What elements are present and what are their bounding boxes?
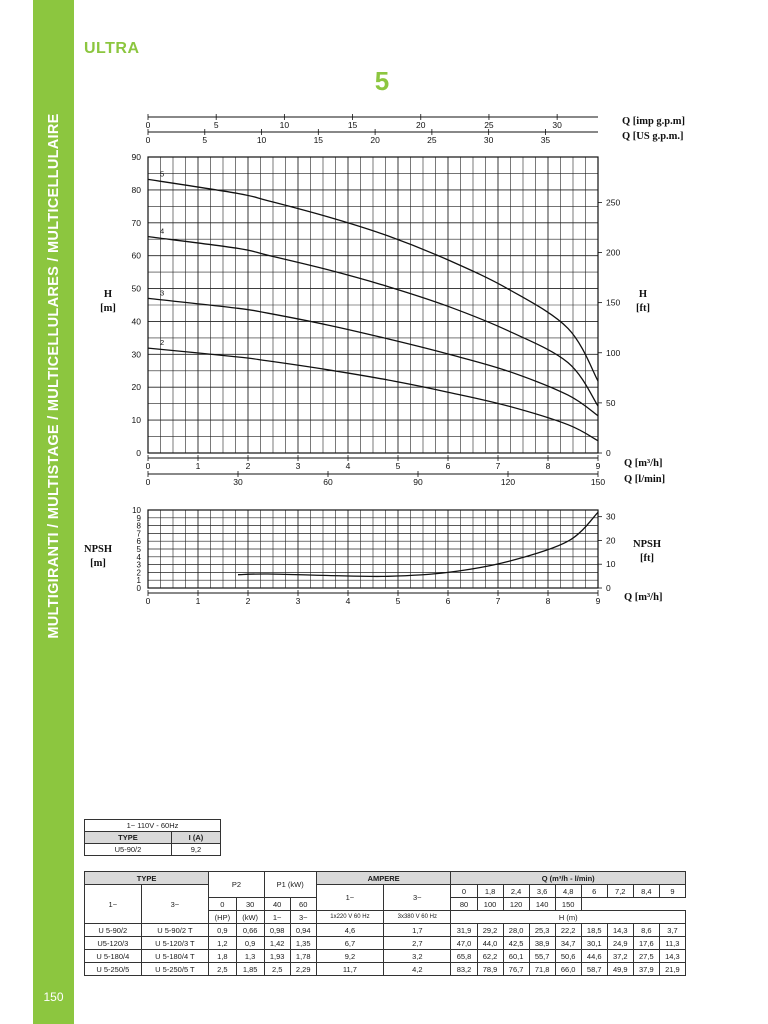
curve-label-2: 2 bbox=[160, 338, 165, 348]
table-cell: 65,8 bbox=[451, 950, 477, 963]
sidebar-title: MULTIGIRANTI / MULTISTAGE / MULTICELLULARES / MULTICELLULAIRE bbox=[45, 113, 62, 639]
us-tick-label: 10 bbox=[256, 135, 267, 145]
y-tick-label: 6 bbox=[136, 537, 141, 547]
x-tick-label: 6 bbox=[445, 596, 451, 606]
table-cell: 37,2 bbox=[607, 950, 633, 963]
lmin-tick-label: 0 bbox=[145, 477, 151, 487]
amp-1-header: 1~ bbox=[316, 885, 383, 911]
ylabel: H bbox=[103, 289, 113, 300]
y-tick-label: 10 bbox=[131, 415, 141, 426]
q-m3h-cell: 2,4 bbox=[503, 885, 529, 898]
table-cell: 1,2 bbox=[209, 937, 236, 950]
y-tick-label: 0 bbox=[136, 584, 141, 593]
table-cell: 18,5 bbox=[581, 924, 607, 937]
x-tick-label: 8 bbox=[545, 596, 551, 606]
y-tick-label: 5 bbox=[136, 545, 141, 554]
h-header: H (m) bbox=[451, 911, 686, 924]
table-row bbox=[85, 950, 686, 963]
ft-tick-label: 100 bbox=[606, 347, 621, 358]
q-lmin-cell: 120 bbox=[503, 898, 529, 911]
us-tick-label: 0 bbox=[145, 135, 151, 145]
x-tick-label: 1 bbox=[195, 596, 201, 606]
imp-tick-label: 0 bbox=[145, 120, 151, 130]
q-m3h-cell: 6 bbox=[581, 885, 607, 898]
npsh-xlabel: Q [m³/h] bbox=[624, 592, 663, 603]
x-tick-label: 0 bbox=[145, 461, 151, 471]
table-cell: 0,9 bbox=[236, 937, 264, 950]
table-cell: 14,3 bbox=[607, 924, 633, 937]
x-tick-label: 0 bbox=[145, 596, 151, 606]
table-cell: 1,93 bbox=[264, 950, 290, 963]
top-axis-us-label: Q [US g.p.m.] bbox=[622, 131, 684, 142]
type-header: TYPE bbox=[85, 872, 209, 885]
x-tick-label: 5 bbox=[395, 461, 401, 471]
p1-3-header: 3~ bbox=[290, 911, 316, 924]
x-tick-label: 3 bbox=[295, 461, 301, 471]
q-lmin-cell: 150 bbox=[555, 898, 581, 911]
x-tick-label: 6 bbox=[445, 461, 451, 471]
p2-header: P2 bbox=[209, 872, 264, 898]
table-cell: 8,6 bbox=[633, 924, 659, 937]
q-lmin-cell: 30 bbox=[236, 898, 264, 911]
y-tick-label: 2 bbox=[136, 568, 141, 578]
table-cell: 3,2 bbox=[384, 950, 451, 963]
small-table-cell: U5-90/2 bbox=[85, 844, 172, 856]
head-chart-axes bbox=[100, 114, 685, 487]
amp-1-sub-header: 1x220 V 60 Hz bbox=[316, 911, 383, 924]
ylabel-right: H bbox=[638, 289, 648, 300]
table-cell: 58,7 bbox=[581, 963, 607, 976]
table-cell: 44,6 bbox=[581, 950, 607, 963]
q-m3h-cell: 9 bbox=[659, 885, 685, 898]
imp-tick-label: 25 bbox=[484, 120, 494, 130]
table-cell: 6,7 bbox=[316, 937, 383, 950]
table-cell: 4,6 bbox=[316, 924, 383, 937]
table-cell: 71,8 bbox=[529, 963, 555, 976]
curve-label-3: 3 bbox=[160, 288, 165, 298]
ft-tick-label: 30 bbox=[606, 511, 616, 522]
brand-title: ULTRA bbox=[84, 40, 140, 57]
table-cell: 55,7 bbox=[529, 950, 555, 963]
curve-label-4: 4 bbox=[160, 226, 165, 236]
voltage-110-table bbox=[84, 819, 221, 856]
table-cell: U 5-180/4 T bbox=[141, 950, 209, 963]
table-cell: 60,1 bbox=[503, 950, 529, 963]
table-cell: U 5-250/5 T bbox=[141, 963, 209, 976]
table-cell: 78,9 bbox=[477, 963, 503, 976]
y-tick-label: 9 bbox=[136, 513, 141, 523]
table-cell: 76,7 bbox=[503, 963, 529, 976]
xlabel: Q [m³/h] bbox=[624, 458, 663, 469]
table-cell: 42,5 bbox=[503, 937, 529, 950]
npsh-ylabel: NPSH bbox=[83, 544, 113, 555]
npsh-ylabel-unit: [m] bbox=[90, 558, 106, 569]
q-lmin-cell: 60 bbox=[290, 898, 316, 911]
y-tick-label: 60 bbox=[131, 250, 141, 261]
small-table-current-header: I (A) bbox=[171, 832, 220, 844]
q-lmin-cell: 80 bbox=[451, 898, 477, 911]
ft-tick-label: 0 bbox=[606, 448, 611, 458]
y-tick-label: 4 bbox=[136, 552, 141, 562]
table-cell: 2,5 bbox=[264, 963, 290, 976]
q-m3h-cell: 7,2 bbox=[607, 885, 633, 898]
us-tick-label: 25 bbox=[427, 135, 437, 145]
table-cell: 37,9 bbox=[633, 963, 659, 976]
y-tick-label: 10 bbox=[132, 506, 141, 515]
q-lmin-cell: 100 bbox=[477, 898, 503, 911]
table-cell: U 5-250/5 bbox=[85, 963, 142, 976]
lmin-tick-label: 60 bbox=[323, 477, 333, 487]
x-tick-label: 7 bbox=[495, 461, 501, 471]
q-m3h-cell: 8,4 bbox=[633, 885, 659, 898]
q-m3h-cell: 4,8 bbox=[555, 885, 581, 898]
y-tick-label: 40 bbox=[131, 316, 141, 327]
table-cell: U 5-180/4 bbox=[85, 950, 142, 963]
table-cell: 1,42 bbox=[264, 937, 290, 950]
ft-tick-label: 200 bbox=[606, 247, 621, 258]
table-cell: 1,7 bbox=[384, 924, 451, 937]
table-row bbox=[85, 937, 686, 950]
x-tick-label: 5 bbox=[395, 596, 401, 606]
y-tick-label: 1 bbox=[136, 576, 141, 586]
x-tick-label: 4 bbox=[345, 461, 351, 471]
table-cell: 50,6 bbox=[555, 950, 581, 963]
small-table-type-header: TYPE bbox=[85, 832, 172, 844]
lmin-tick-label: 150 bbox=[590, 477, 606, 487]
ft-tick-label: 0 bbox=[606, 583, 611, 593]
q-lmin-cell: 0 bbox=[209, 898, 236, 911]
ft-tick-label: 250 bbox=[606, 197, 621, 208]
x-tick-label: 7 bbox=[495, 596, 501, 606]
performance-table bbox=[84, 871, 686, 976]
table-cell: 83,2 bbox=[451, 963, 477, 976]
npsh-ylabel-right: NPSH bbox=[632, 539, 662, 550]
imp-tick-label: 5 bbox=[213, 120, 219, 130]
hp-header: (HP) bbox=[209, 911, 236, 924]
y-tick-label: 80 bbox=[131, 184, 141, 195]
table-cell: 1,8 bbox=[209, 950, 236, 963]
y-tick-label: 90 bbox=[131, 152, 141, 162]
table-cell: 47,0 bbox=[451, 937, 477, 950]
one-phase-header: 1~ bbox=[85, 885, 142, 924]
table-cell: 17,6 bbox=[633, 937, 659, 950]
imp-tick-label: 30 bbox=[552, 120, 562, 130]
imp-tick-label: 10 bbox=[279, 120, 290, 130]
npsh-curve bbox=[238, 512, 598, 576]
y-tick-label: 7 bbox=[136, 529, 141, 539]
table-cell: 2,7 bbox=[384, 937, 451, 950]
kw-header: (kW) bbox=[236, 911, 264, 924]
p1-1-header: 1~ bbox=[264, 911, 290, 924]
table-cell: 44,0 bbox=[477, 937, 503, 950]
q-m3h-cell: 0 bbox=[451, 885, 477, 898]
q-lmin-cell: 140 bbox=[529, 898, 555, 911]
x-tick-label: 9 bbox=[595, 596, 601, 606]
y-tick-label: 20 bbox=[131, 382, 141, 393]
q-lmin-cell: 40 bbox=[264, 898, 290, 911]
imp-tick-label: 15 bbox=[347, 120, 358, 130]
q-header: Q (m³/h - l/min) bbox=[451, 872, 686, 885]
table-cell: 3,7 bbox=[659, 924, 685, 937]
q-m3h-cell: 1,8 bbox=[477, 885, 503, 898]
head-chart-grid bbox=[148, 157, 598, 453]
p1-header: P1 (kW) bbox=[264, 872, 316, 898]
table-cell: U 5-90/2 bbox=[85, 924, 142, 937]
ylabel-unit: [m] bbox=[100, 303, 116, 314]
x-tick-label: 2 bbox=[245, 461, 251, 471]
ft-tick-label: 20 bbox=[606, 535, 616, 546]
table-cell: 9,2 bbox=[316, 950, 383, 963]
us-tick-label: 35 bbox=[540, 135, 551, 145]
table-cell: 22,2 bbox=[555, 924, 581, 937]
table-cell: 29,2 bbox=[477, 924, 503, 937]
page-number: 150 bbox=[43, 990, 64, 1004]
npsh-chart-curve bbox=[238, 512, 598, 576]
table-cell: 2,29 bbox=[290, 963, 316, 976]
ft-tick-label: 50 bbox=[606, 397, 616, 408]
ft-tick-label: 10 bbox=[606, 559, 616, 570]
table-cell: U5-120/3 bbox=[85, 937, 142, 950]
small-table-title: 1~ 110V - 60Hz bbox=[85, 820, 221, 832]
amp-3-sub-header: 3x380 V 60 Hz bbox=[384, 911, 451, 924]
small-table-cell: 9,2 bbox=[171, 844, 220, 856]
table-cell: U 5-120/3 T bbox=[141, 937, 209, 950]
table-cell: 34,7 bbox=[555, 937, 581, 950]
x-tick-label: 1 bbox=[195, 461, 201, 471]
q-m3h-cell: 3,6 bbox=[529, 885, 555, 898]
table-cell: 0,66 bbox=[236, 924, 264, 937]
y-tick-label: 50 bbox=[131, 283, 141, 294]
y-tick-label: 3 bbox=[136, 560, 141, 570]
x-tick-label: 4 bbox=[345, 596, 351, 606]
top-axis-imp-label: Q [imp g.p.m] bbox=[622, 116, 685, 127]
y-tick-label: 0 bbox=[136, 448, 141, 458]
table-cell: 24,9 bbox=[607, 937, 633, 950]
table-cell: 4,2 bbox=[384, 963, 451, 976]
x-tick-label: 2 bbox=[245, 596, 251, 606]
y-tick-label: 70 bbox=[131, 217, 141, 228]
table-cell: 14,3 bbox=[659, 950, 685, 963]
us-tick-label: 5 bbox=[202, 135, 208, 145]
table-row bbox=[85, 924, 686, 937]
amp-3-header: 3~ bbox=[384, 885, 451, 911]
curve-label-5: 5 bbox=[160, 169, 165, 179]
table-cell: 30,1 bbox=[581, 937, 607, 950]
lmin-tick-label: 30 bbox=[233, 477, 243, 487]
table-cell: 0,98 bbox=[264, 924, 290, 937]
table-cell: 1,78 bbox=[290, 950, 316, 963]
table-cell: 28,0 bbox=[503, 924, 529, 937]
us-tick-label: 15 bbox=[313, 135, 324, 145]
table-cell: 62,2 bbox=[477, 950, 503, 963]
table-cell: 66,0 bbox=[555, 963, 581, 976]
table-cell: 2,5 bbox=[209, 963, 236, 976]
table-cell: 11,3 bbox=[659, 937, 685, 950]
table-cell: 31,9 bbox=[451, 924, 477, 937]
table-row bbox=[85, 963, 686, 976]
npsh-ylabel-right-unit: [ft] bbox=[640, 553, 654, 564]
lmin-tick-label: 90 bbox=[413, 477, 423, 487]
ft-tick-label: 150 bbox=[606, 297, 621, 308]
table-cell: U 5-90/2 T bbox=[141, 924, 209, 937]
three-phase-header: 3~ bbox=[141, 885, 209, 924]
table-cell: 27,5 bbox=[633, 950, 659, 963]
us-tick-label: 20 bbox=[370, 135, 380, 145]
table-cell: 21,9 bbox=[659, 963, 685, 976]
imp-tick-label: 20 bbox=[416, 120, 426, 130]
us-tick-label: 30 bbox=[483, 135, 494, 145]
xlabel-lmin: Q [l/min] bbox=[624, 474, 666, 485]
lmin-tick-label: 120 bbox=[500, 477, 516, 487]
table-cell: 1,85 bbox=[236, 963, 264, 976]
ampere-header: AMPERE bbox=[316, 872, 451, 885]
table-cell: 11,7 bbox=[316, 963, 383, 976]
table-cell: 0,94 bbox=[290, 924, 316, 937]
table-cell: 0,9 bbox=[209, 924, 236, 937]
table-cell: 25,3 bbox=[529, 924, 555, 937]
table-cell: 1,35 bbox=[290, 937, 316, 950]
y-tick-label: 30 bbox=[131, 349, 141, 360]
x-tick-label: 9 bbox=[595, 461, 601, 471]
table-cell: 1,3 bbox=[236, 950, 264, 963]
y-tick-label: 8 bbox=[136, 521, 141, 531]
x-tick-label: 8 bbox=[545, 461, 551, 471]
ylabel-right-unit: [ft] bbox=[636, 303, 650, 314]
table-cell: 49,9 bbox=[607, 963, 633, 976]
x-tick-label: 3 bbox=[295, 596, 301, 606]
table-cell: 38,9 bbox=[529, 937, 555, 950]
chart-number: 5 bbox=[374, 66, 390, 96]
